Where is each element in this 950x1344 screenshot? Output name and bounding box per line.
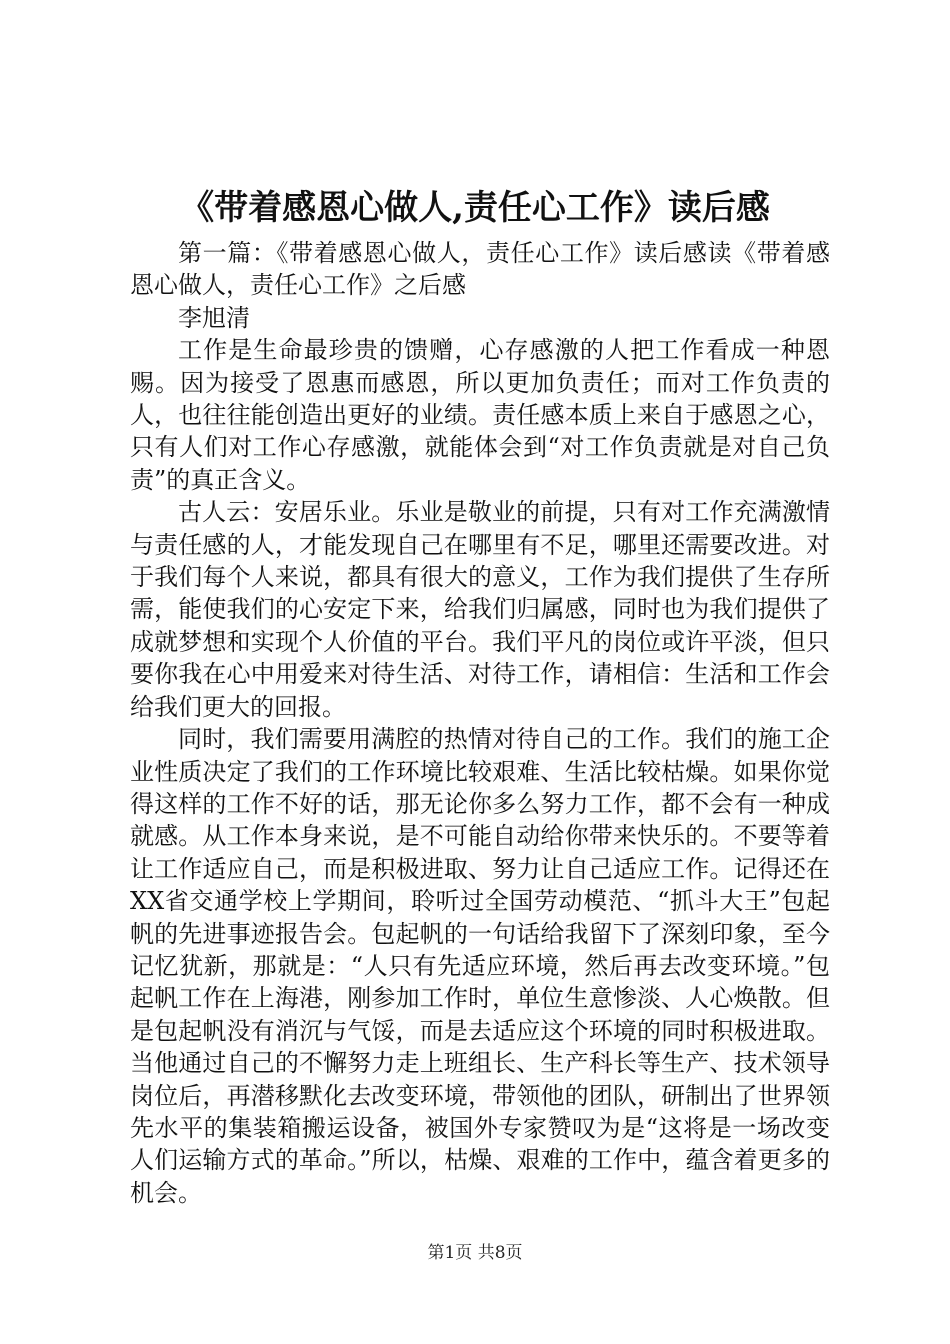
body-paragraph: 同时，我们需要用满腔的热情对待自己的工作。我们的施工企业性质决定了我们的工作环境比较艰难、生活比较枯燥。如果你觉得这样的工作不好的话，那无论你多么努力工作，都不会有一种成就感。从工作本身来说，是不可能自动给你带来快乐的。不要等着让工作适应自己，而是积极进取、努力让自己适应工作。记得还在XX省交通学校上学期间，聆听过全国劳动模范、“抓斗大王”包起帆的先进事迹报告会。包起帆的一句话给我留下了深刻印象，至今记忆犹新，那就是：“人只有先适应环境，然后再去改变环境。”包起帆工作在上海港，刚参加工作时，单位生意惨淡、人心焕散。但是包起帆没有消沉与气馁，而是去适应这个环境的同时积极进取。当他通过自己的不懈努力走上班组长、生产科长等生产、技术领导岗位后，再潜移默化去改变环境，带领他的团队，研制出了世界领先水平的集装箱搬运设备，被国外专家赞叹为是“这将是一场改变人们运输方式的革命。”所以，枯燥、艰难的工作中，蕴含着更多的机会。	[130, 725, 830, 1207]
body-paragraph: 古人云：安居乐业。乐业是敬业的前提，只有对工作充满激情与责任感的人，才能发现自己在哪里有不足，哪里还需要改进。对于我们每个人来说，都具有很大的意义，工作为我们提供了生存所需，能使我们的心安定下来，给我们归属感，同时也为我们提供了成就梦想和实现个人价值的平台。我们平凡的岗位或许平淡，但只要你我在心中用爱来对待生活、对待工作，请相信：生活和工作会给我们更大的回报。	[130, 498, 830, 721]
section-heading-paragraph: 第一篇：《带着感恩心做人，责任心工作》读后感读《带着感恩心做人，责任心工作》之后感	[130, 239, 830, 300]
page-number-footer: 第1页 共8页	[427, 1243, 523, 1263]
document-title: 《带着感恩心做人,责任心工作》读后感	[180, 188, 770, 228]
author-line: 李旭清	[178, 303, 250, 332]
body-paragraph: 工作是生命最珍贵的馈赠，心存感激的人把工作看成一种恩赐。因为接受了恩惠而感恩，所以更加负责任；而对工作负责的人，也往往能创造出更好的业绩。责任感本质上来自于感恩之心，只有人们对工作心存感激，就能体会到“对工作负责就是对自己负责”的真正含义。	[130, 336, 830, 494]
document-body	[130, 237, 830, 1209]
